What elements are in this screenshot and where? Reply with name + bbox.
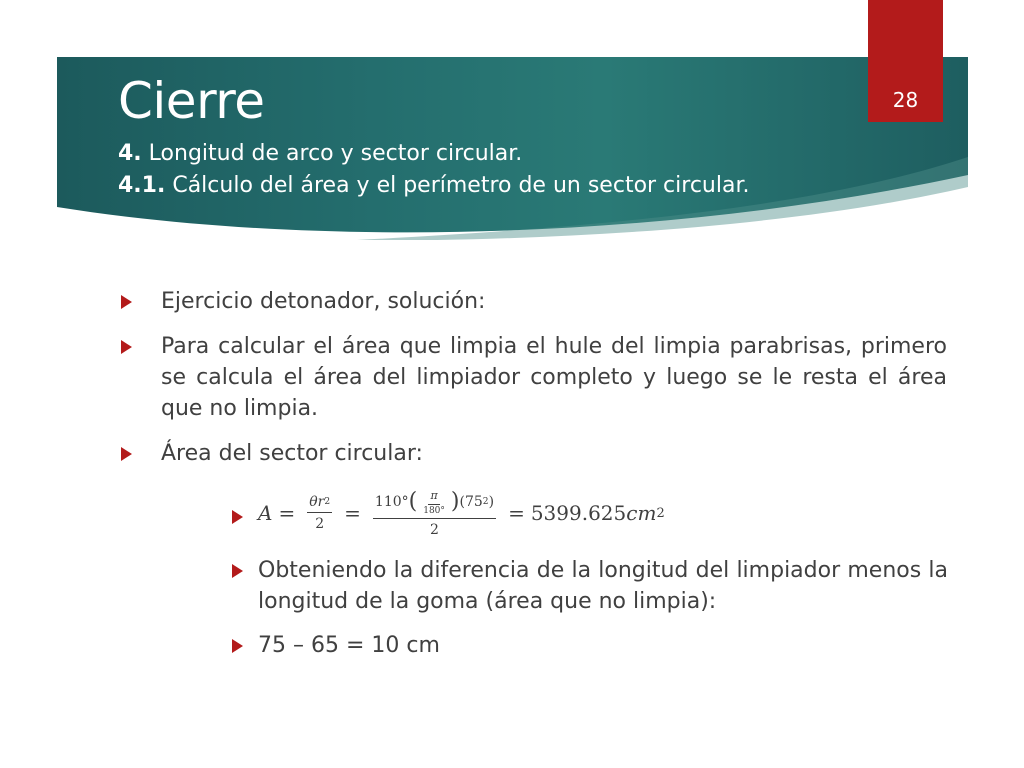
bullet-arrow-icon: [232, 564, 243, 578]
bullet-arrow-icon: [232, 639, 243, 653]
bullet-arrow-icon: [121, 447, 132, 461]
subtitle-subsection: [118, 173, 749, 198]
formula-denominator: 2: [430, 521, 439, 538]
formula-fraction-substitution: 110° ( $\frac{\pi}{180^\circ}$ ) (75 2 ) 2: [374, 488, 495, 538]
section-number: 4.: [118, 141, 142, 166]
formula-result: 5399.625: [530, 501, 627, 525]
formula-equals: =: [344, 501, 361, 525]
sub-bullet-text: 75 – 65 = 10 cm: [258, 633, 440, 658]
bullet-text: Área del sector circular:: [161, 441, 423, 466]
area-formula: [258, 482, 665, 544]
formula-equals: =: [508, 501, 525, 525]
subsection-title: Cálculo del área y el perímetro de un sector circular.: [165, 173, 750, 198]
formula-exponent: 2: [324, 497, 331, 507]
bullet-arrow-icon: [121, 295, 132, 309]
formula-area-symbol: A: [258, 501, 273, 525]
formula-fraction-theta-r2: [307, 494, 332, 532]
sub-bullet-text: Obteniendo la diferencia de la longitud del limpiador menos la longitud de la goma (área que no limpia):: [258, 558, 948, 614]
formula-angle: 110°: [374, 494, 409, 510]
formula-pi-over-180: [423, 489, 445, 516]
formula-close-paren: ): [488, 494, 495, 510]
bullet-item: [121, 331, 947, 427]
formula-radius-exponent: 2: [482, 497, 489, 507]
formula-bullet: [232, 482, 752, 544]
formula-unit: cm: [626, 501, 657, 525]
bullet-text: Ejercicio detonador, solución:: [161, 289, 486, 314]
subtitle-section: [118, 141, 522, 166]
bullet-text: Para calcular el área que limpia el hule del limpia parabrisas, primero se calcula el área del limpiador completo y luego se le resta el área que no limpia.: [161, 334, 947, 421]
formula-pi: π: [430, 488, 438, 502]
slide-title: Cierre: [118, 72, 265, 130]
bullet-arrow-icon: [121, 340, 132, 354]
formula-180-degrees: 180°: [423, 505, 445, 516]
formula-unit-exponent: 2: [656, 505, 665, 521]
sub-bullet-item: [232, 555, 948, 619]
formula-radius: (75: [459, 494, 483, 510]
formula-theta-r: θr: [309, 494, 325, 510]
section-title: Longitud de arco y sector circular.: [141, 141, 523, 166]
formula-equals: =: [278, 501, 296, 525]
formula-denominator: 2: [315, 516, 325, 532]
subsection-number: 4.1.: [118, 173, 166, 198]
bullet-arrow-icon: [232, 510, 243, 524]
page-number: 28: [892, 88, 919, 112]
